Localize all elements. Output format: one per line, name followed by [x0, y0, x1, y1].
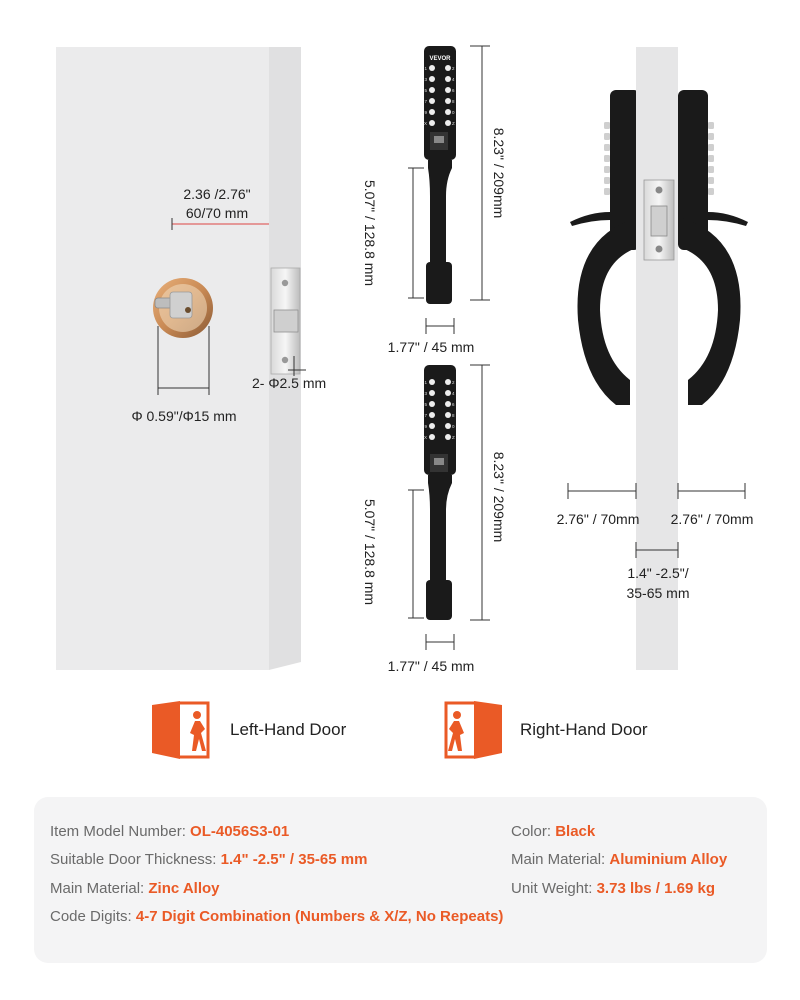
backset-mm-label: 60/70 mm: [185, 205, 249, 221]
keypad-digit: 1: [424, 380, 427, 385]
keypad-digit: 5: [424, 402, 427, 407]
brand-logo: VEVOR: [429, 56, 451, 62]
keypad-digit: 6: [452, 402, 455, 407]
spec-color: Color: Black: [511, 823, 596, 840]
side-thickness-mm-label: 35-65 mm: [626, 585, 690, 601]
keypad-digit: 2: [452, 66, 455, 71]
keypad-digit: Z: [452, 435, 455, 440]
top-height-label: 8.23" / 209mm: [491, 127, 507, 219]
spec-model: Item Model Number: OL-4056S3-01: [50, 823, 290, 840]
spec-weight: Unit Weight: 3.73 lbs / 1.69 kg: [511, 880, 715, 897]
top-lock-view: [362, 46, 507, 355]
keypad-button: [445, 390, 451, 396]
outside-thumb-turn: [708, 212, 748, 226]
left-door-view: [56, 47, 326, 670]
inside-thumb-turn: [570, 212, 610, 226]
keypad-digit: 5: [424, 88, 427, 93]
bottom-height-label: 8.23" / 209mm: [491, 451, 507, 543]
spec-main-material-2: Main Material: Aluminium Alloy: [511, 851, 728, 868]
bottom-lock-view: [362, 365, 507, 674]
keypad-digit: 8: [452, 413, 455, 418]
outside-handle-loop: [682, 218, 741, 405]
spec-thickness: Suitable Door Thickness: 1.4" -2.5" / 35-65 mm: [50, 851, 368, 868]
side-key-bump: [604, 166, 610, 173]
keypad-digit: 8: [452, 99, 455, 104]
keypad-button: [429, 76, 435, 82]
left-hand-door-label: Left-Hand Door: [230, 720, 347, 739]
keypad-digit: 4: [452, 391, 455, 396]
side-key-bump: [604, 122, 610, 129]
side-view: [557, 47, 754, 670]
side-key-bump: [708, 144, 714, 151]
keypad-button: [445, 412, 451, 418]
keypad-button: [445, 434, 451, 440]
keypad-digit: 7: [424, 413, 427, 418]
keypad-button: [445, 98, 451, 104]
side-key-bump: [708, 177, 714, 184]
keypad-digit: 9: [424, 110, 427, 115]
spec-card: [34, 797, 767, 963]
keypad-digit: 7: [424, 99, 427, 104]
left-hand-door-icon: [150, 699, 214, 761]
keypad-button: [445, 109, 451, 115]
top-width-label: 1.77" / 45 mm: [387, 339, 475, 355]
keypad-button: [445, 65, 451, 71]
keypad-button: [445, 401, 451, 407]
keypad-digit: 3: [424, 77, 427, 82]
keypad-button: [429, 120, 435, 126]
keypad-button: [429, 65, 435, 71]
keypad-digit: 4: [452, 77, 455, 82]
left-hand-door: [150, 690, 346, 770]
keypad-button: [445, 120, 451, 126]
keypad-button: [429, 434, 435, 440]
keypad-digit: X: [423, 121, 427, 126]
side-right-depth-label: 2.76" / 70mm: [670, 511, 754, 527]
side-key-bump: [604, 144, 610, 151]
keypad-button: [429, 87, 435, 93]
keypad-button: [429, 379, 435, 385]
keypad-digit: 1: [424, 66, 427, 71]
side-key-bump: [708, 122, 714, 129]
keypad-button: [429, 109, 435, 115]
top-handle-label: 5.07" / 128.8 mm: [362, 179, 378, 287]
side-key-bump: [604, 177, 610, 184]
keypad-button: [429, 401, 435, 407]
right-hand-door-label: Right-Hand Door: [520, 720, 648, 739]
door-handing: [0, 690, 800, 770]
backset-label: 2.36 /2.76": [183, 186, 251, 202]
keypad-button: [429, 423, 435, 429]
keypad-button: [445, 379, 451, 385]
keypad-button: [445, 87, 451, 93]
keypad-digit: X: [423, 435, 427, 440]
side-key-bump: [708, 166, 714, 173]
side-key-bump: [708, 155, 714, 162]
keypad-button: [445, 423, 451, 429]
keypad-digit: 6: [452, 88, 455, 93]
keypad-button: [429, 98, 435, 104]
door-face: [56, 47, 269, 670]
side-thickness-label: 1.4" -2.5"/: [627, 565, 689, 581]
side-key-bump: [708, 133, 714, 140]
spec-code-digits: Code Digits: 4-7 Digit Combination (Numbers & X/Z, No Repeats): [50, 908, 504, 925]
inside-handle-loop: [577, 218, 636, 405]
keypad-digit: 9: [424, 424, 427, 429]
keypad-digit: 2: [452, 380, 455, 385]
keypad-button: [429, 390, 435, 396]
keypad-button: [429, 412, 435, 418]
keypad-button: [445, 76, 451, 82]
side-left-depth-label: 2.76" / 70mm: [556, 511, 640, 527]
keypad-digit: 3: [424, 391, 427, 396]
right-hand-door: [440, 690, 648, 770]
right-hand-door-icon: [440, 699, 504, 761]
side-key-bump: [604, 155, 610, 162]
keypad-digit: 0: [452, 110, 455, 115]
keypad-digit: Z: [452, 121, 455, 126]
bottom-width-label: 1.77" / 45 mm: [387, 658, 475, 674]
side-key-bump: [604, 188, 610, 195]
screw-label: 2- Φ2.5 mm: [252, 375, 327, 391]
side-key-bump: [604, 133, 610, 140]
hole-diameter-label: Φ 0.59"/Φ15 mm: [131, 408, 237, 424]
keypad-digit: 0: [452, 424, 455, 429]
bottom-handle-label: 5.07" / 128.8 mm: [362, 498, 378, 606]
side-key-bump: [708, 188, 714, 195]
spec-main-material-1: Main Material: Zinc Alloy: [50, 880, 220, 897]
